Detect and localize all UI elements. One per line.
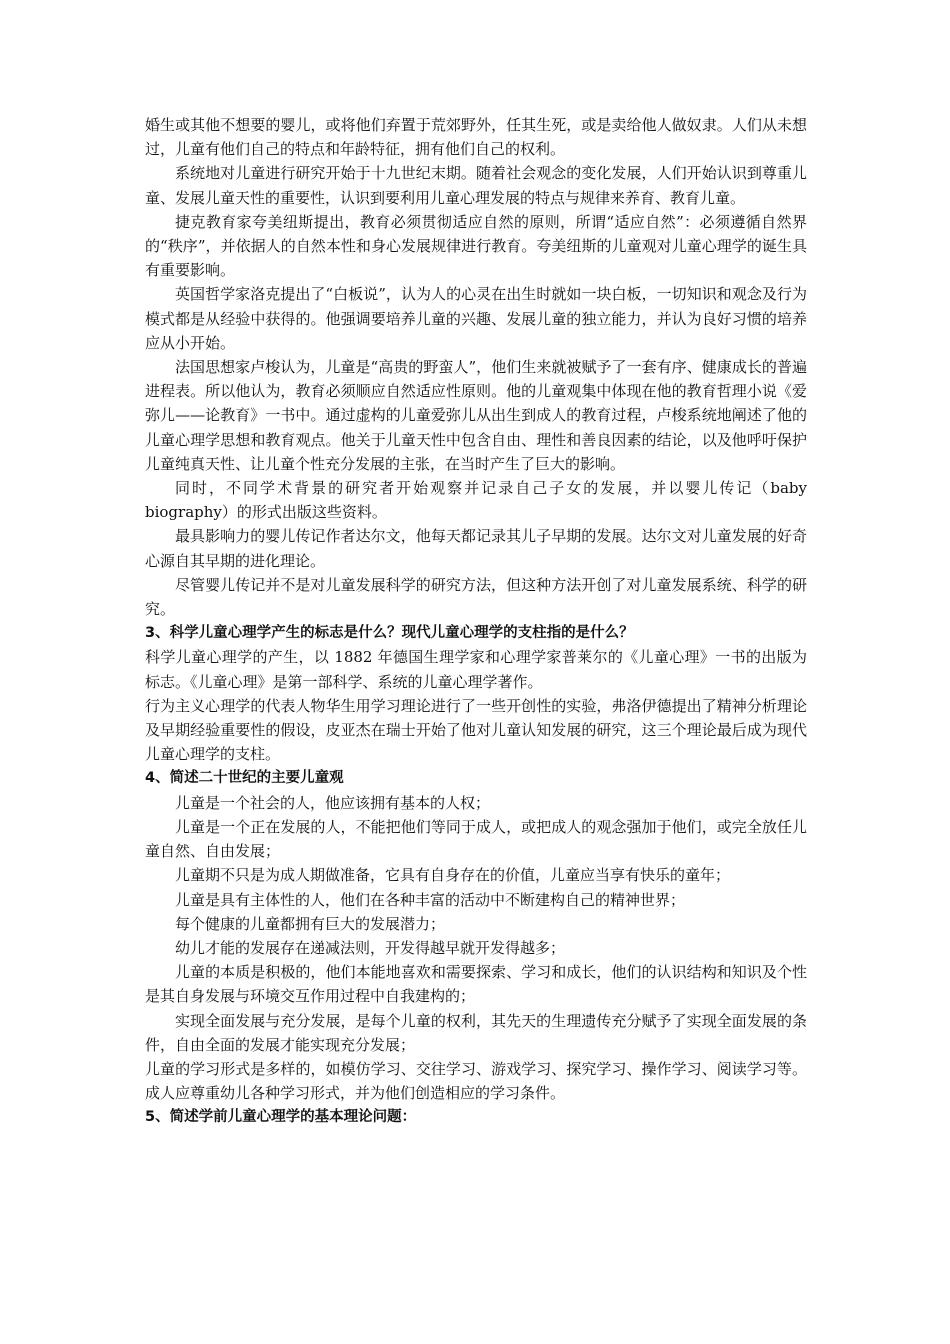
paragraph-biography-method: 尽管婴儿传记并不是对儿童发展科学的研究方法，但这种方法开创了对儿童发展系统、科学的研究。: [145, 575, 807, 619]
paragraph-rousseau: 法国思想家卢梭认为，儿童是“高贵的野蛮人”，他们生来就被赋予了一套有序、健康成长的普遍进程表。所以他认为，教育必须顺应自然适应性原则。他的儿童观集中体现在他的教育哲理小说《爱弥儿——论教育》一书中。通过虚构的儿童爱弥儿从出生到成人的教育过程，卢梭系统地阐述了他的儿童心理学思想和教育观点。他关于儿童天性中包含自由、理性和善良因素的结论，以及他呼吁保护儿童纯真天性、让儿童个性充分发展的主张，在当时产生了巨大的影响。: [145, 358, 807, 473]
paragraph-continuation: 婚生或其他不想要的婴儿，或将他们弃置于荒郊野外，任其生死，或是卖给他人做奴隶。人们从未想过，儿童有他们自己的特点和年龄特征，拥有他们自己的权利。: [145, 116, 807, 159]
list-item-childhood-value: 儿童期不只是为成人期做准备，它具有自身存在的价值，儿童应当享有快乐的童年；: [175, 866, 731, 885]
list-item-active-nature: 儿童的本质是积极的，他们本能地喜欢和需要探索、学习和成长，他们的认识结构和知识及个性是其自身发展与环境交互作用过程中自我建构的；: [145, 963, 807, 1006]
list-item-diminishing-law: 幼儿才能的发展存在递减法则，开发得越早就开发得越多；: [175, 938, 566, 957]
list-item-social-person: 儿童是一个社会的人，他应该拥有基本的人权；: [175, 793, 491, 812]
paragraph-baby-biography: 同时，不同学术背景的研究者开始观察并记录自己子女的发展，并以婴儿传记（baby biography）的形式出版这些资料。: [145, 479, 807, 522]
paragraph-locke: 英国哲学家洛克提出了“白板说”，认为人的心灵在出生时就如一块白板，一切知识和观念及行为模式都是从经验中获得的。他强调要培养儿童的兴趣、发展儿童的独立能力，并认为良好习惯的培养应从小开始。: [145, 285, 807, 352]
paragraph-comenius: 捷克教育家夸美纽斯提出，教育必须贯彻适应自然的原则，所谓“适应自然”：必须遵循自然界的“秩序”，并依据人的自然本性和身心发展规律进行教育。夸美纽斯的儿童观对儿童心理学的诞生具有重要影响。: [145, 212, 807, 280]
section-heading-4: 4、简述二十世纪的主要儿童观: [145, 770, 344, 787]
section-heading-3: 3、科学儿童心理学产生的标志是什么？现代儿童心理学的支柱指的是什么？: [145, 625, 634, 642]
list-item-subjectivity: 儿童是具有主体性的人，他们在各种丰富的活动中不断建构自己的精神世界；: [175, 890, 686, 909]
list-item-full-development: 实现全面发展与充分发展，是每个儿童的权利，其先天的生理遗传充分赋予了实现全面发展的条件，自由全面的发展才能实现充分发展；: [145, 1011, 807, 1054]
list-item-developing-person: 儿童是一个正在发展的人，不能把他们等同于成人，或把成人的观念强加于他们，或完全放任儿童自然、自由发展；: [145, 817, 807, 861]
document-page: [145, 113, 807, 1130]
list-item-learning-forms: 儿童的学习形式是多样的，如模仿学习、交往学习、游戏学习、探究学习、操作学习、阅读学习等。成人应尊重幼儿各种学习形式，并为他们创造相应的学习条件。: [145, 1059, 807, 1103]
paragraph-darwin: 最具影响力的婴儿传记作者达尔文，他每天都记录其儿子早期的发展。达尔文对儿童发展的好奇心源自其早期的进化理论。: [145, 527, 807, 570]
list-item-potential: 每个健康的儿童都拥有巨大的发展潜力；: [175, 914, 446, 933]
paragraph-preyer: 科学儿童心理学的产生，以 1882 年德国生理学家和心理学家普莱尔的《儿童心理》一书的出版为标志。《儿童心理》是第一部科学、系统的儿童心理学著作。: [145, 648, 807, 691]
paragraph-systematic-research: 系统地对儿童进行研究开始于十九世纪末期。随着社会观念的变化发展，人们开始认识到尊重儿童、发展儿童天性的重要性，认识到要利用儿童心理发展的特点与规律来养育、教育儿童。: [145, 164, 807, 207]
paragraph-three-pillars: 行为主义心理学的代表人物华生用学习理论进行了一些开创性的实验，弗洛伊德提出了精神分析理论及早期经验重要性的假设，皮亚杰在瑞士开始了他对儿童认知发展的研究，这三个理论最后成为现代儿童心理学的支柱。: [145, 696, 807, 764]
section-heading-5: 5、简述学前儿童心理学的基本理论问题：: [145, 1109, 417, 1126]
